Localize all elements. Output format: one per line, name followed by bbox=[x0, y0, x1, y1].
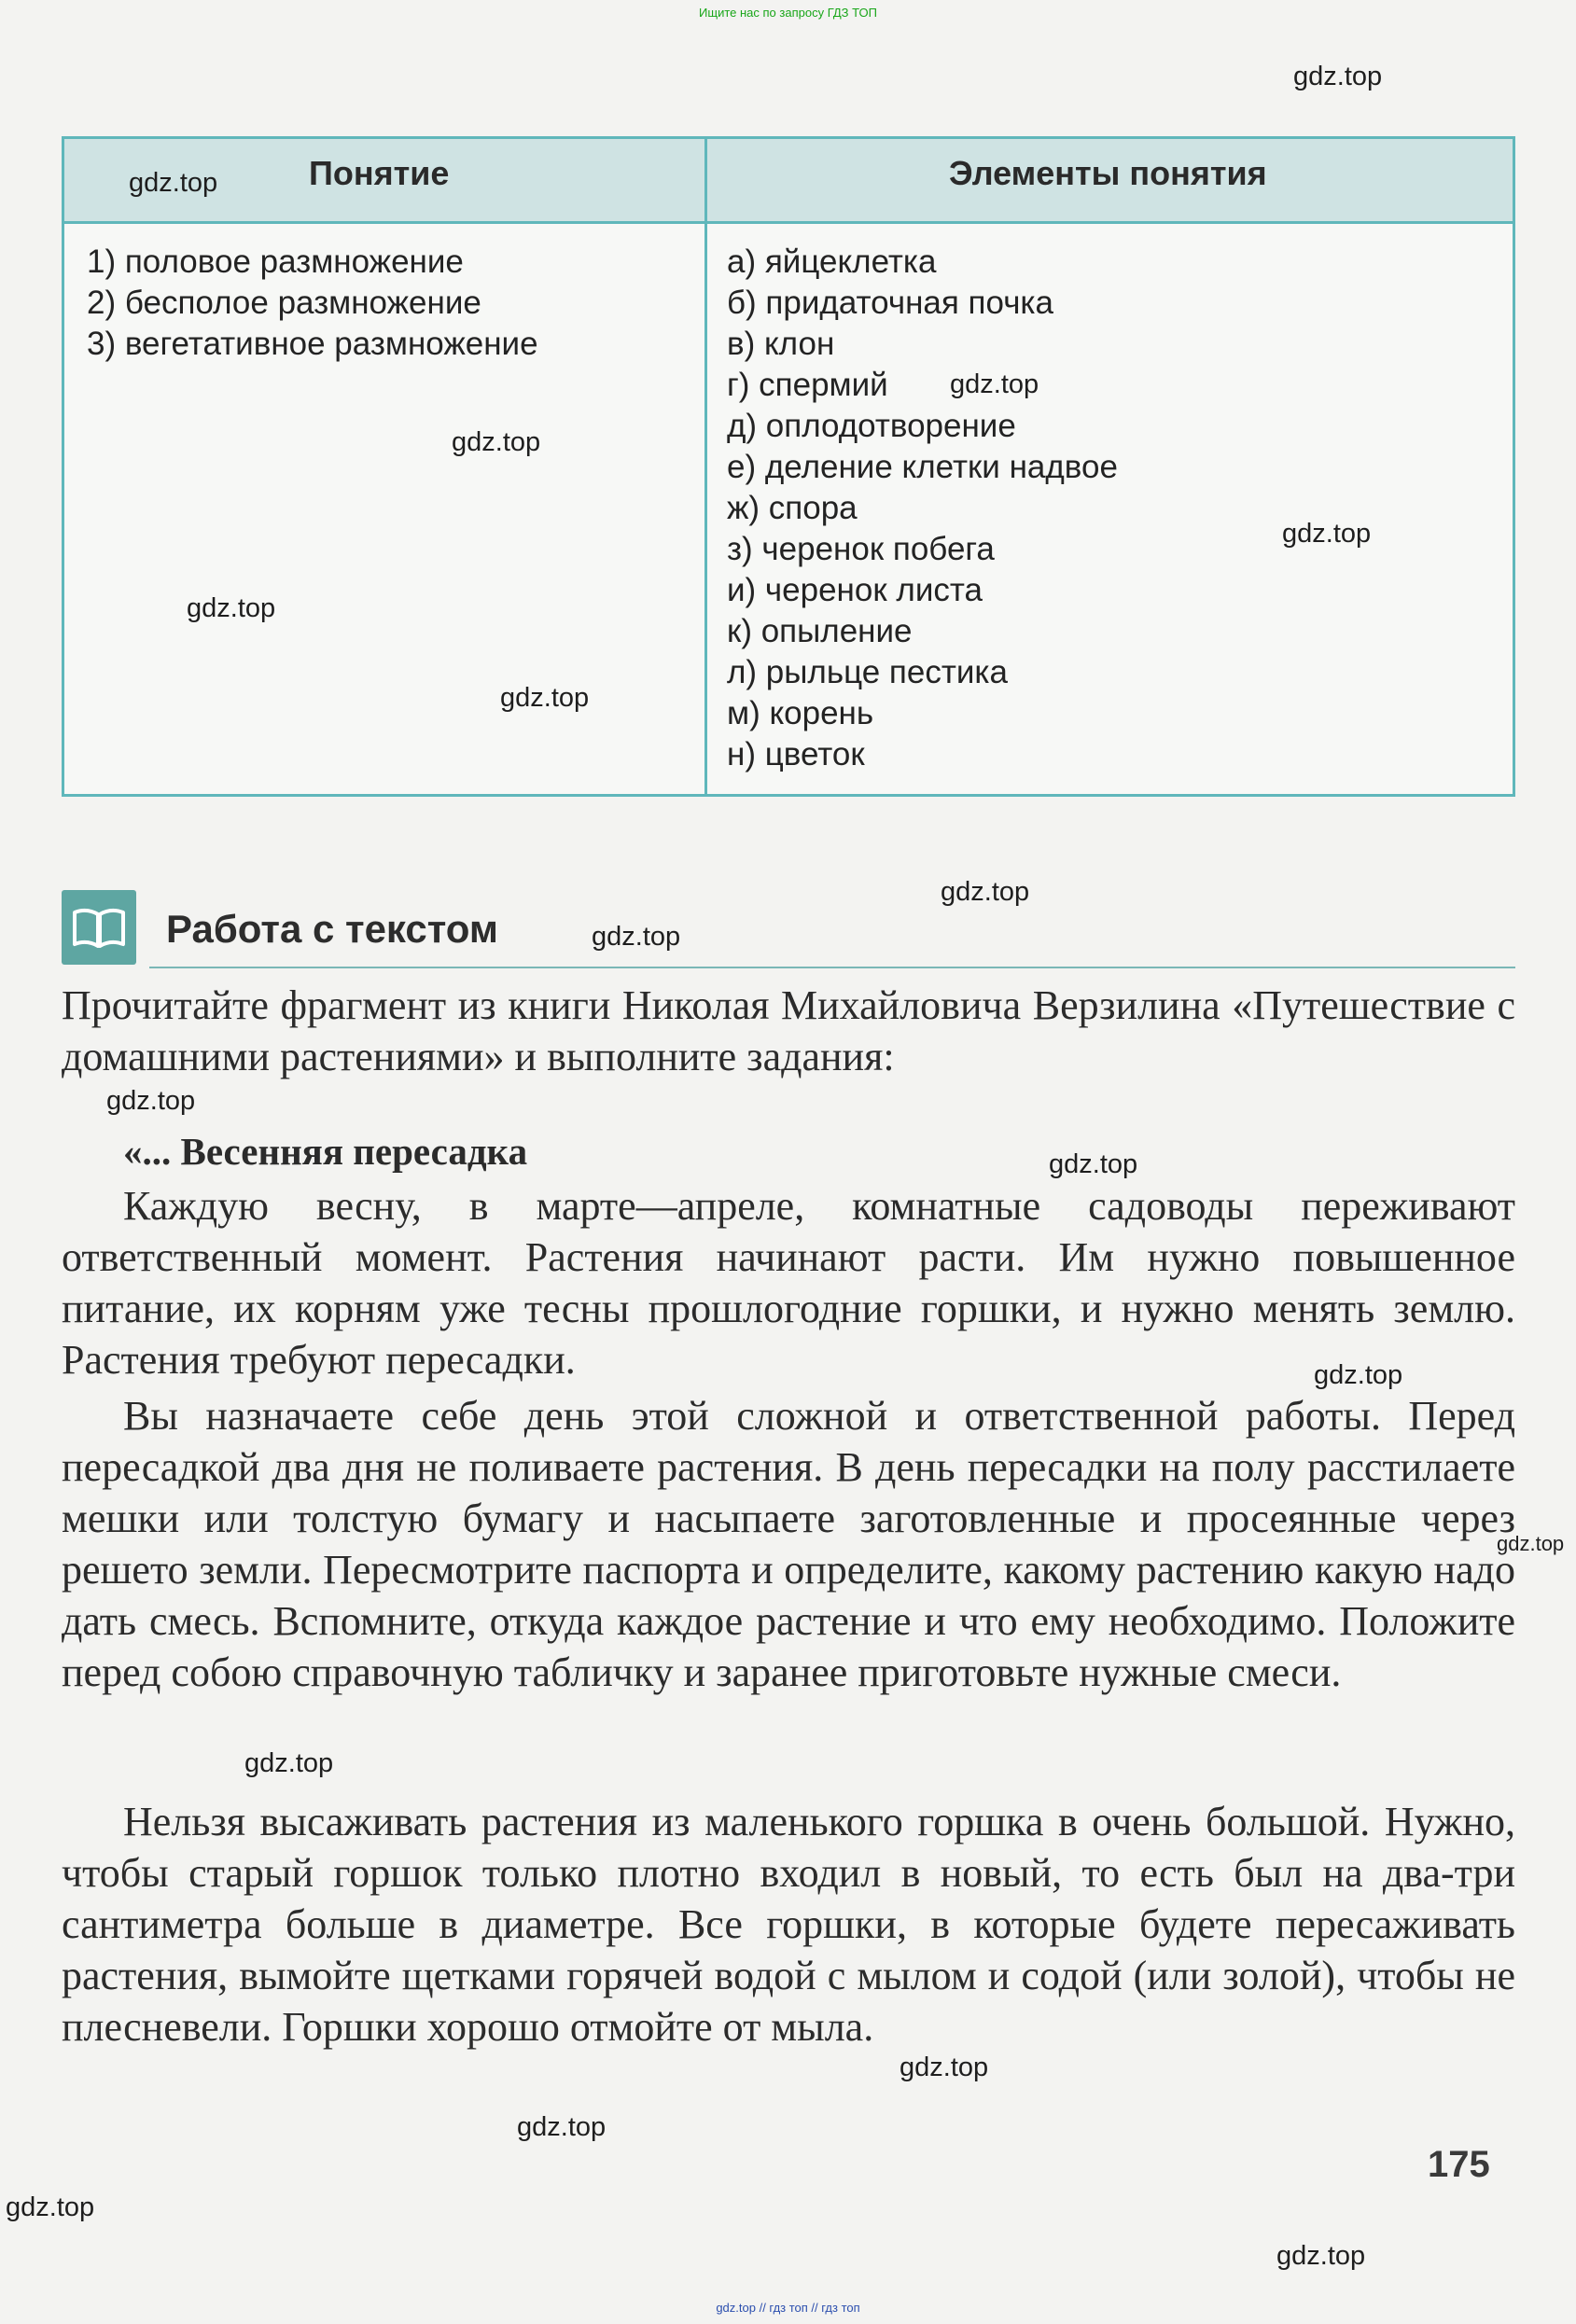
concepts-table bbox=[62, 136, 1515, 797]
header-elements: Элементы понятия bbox=[949, 154, 1267, 192]
watermark: gdz.top bbox=[900, 2053, 989, 2082]
watermark: gdz.top bbox=[950, 369, 1039, 399]
paragraph-1: Каждую весну, в марте—апреле, комнатные садоводы переживают ответственный момент. Растения начинают расти. Им нужно повышенное питание, их корням уже тесны прошлогодние горшки, и нужно менять землю. Растения требуют пересадки. bbox=[62, 1183, 1515, 1383]
element-item: г) спермий bbox=[727, 367, 888, 403]
element-item: б) придаточная почка bbox=[727, 285, 1053, 321]
element-item: м) корень bbox=[727, 695, 874, 731]
table-header bbox=[64, 139, 1513, 224]
element-item: д) оплодотворение bbox=[727, 408, 1016, 444]
concept-item: 2) бесполое размножение bbox=[87, 285, 481, 321]
excerpt-title: «... Весенняя пересадка bbox=[123, 1130, 528, 1173]
bottom-links[interactable]: gdz.top // гдз топ // гдз топ bbox=[716, 2301, 860, 2315]
watermark: gdz.top bbox=[500, 683, 590, 713]
watermark: gdz.top bbox=[1276, 2241, 1366, 2271]
watermark: gdz.top bbox=[6, 2192, 95, 2222]
watermark: gdz.top bbox=[106, 1086, 196, 1116]
watermark: gdz.top bbox=[1049, 1149, 1138, 1179]
watermark: gdz.top bbox=[1293, 62, 1383, 91]
element-item: в) клон bbox=[727, 326, 835, 362]
open-book-icon bbox=[62, 890, 136, 965]
watermark: gdz.top bbox=[452, 427, 541, 457]
watermark: gdz.top bbox=[592, 922, 681, 952]
paragraph-2: Вы назначаете себе день этой сложной и ответственной работы. Перед пересадкой два дня не поливаете растения. В день пересадки на полу расстилаете мешки или толстую бумагу и насыпаете заготовленные и просеянные через решето земли. Пересмотрите паспорта и определите, какому растению какую надо дать смесь. Вспомните, откуда каждое растение и что ему необходимо. Положите перед собою справочную табличку и заранее приготовьте нужные смеси. bbox=[62, 1393, 1515, 1695]
watermark: gdz.top bbox=[244, 1748, 334, 1778]
concept-item: 3) вегетативное размножение bbox=[87, 326, 538, 362]
concepts-list bbox=[87, 242, 538, 365]
top-search-link[interactable]: Ищите нас по запросу ГДЗ ТОП bbox=[699, 6, 877, 20]
element-item: е) деление клетки надвое bbox=[727, 449, 1118, 485]
page-number: 175 bbox=[1428, 2144, 1490, 2185]
elements-list bbox=[727, 242, 1118, 775]
watermark: gdz.top bbox=[1282, 519, 1372, 549]
element-item: з) черенок побега bbox=[727, 531, 995, 567]
element-item: и) черенок листа bbox=[727, 572, 983, 608]
element-item: л) рыльце пестика bbox=[727, 654, 1008, 690]
concept-item: 1) половое размножение bbox=[87, 244, 464, 280]
element-item: ж) спора bbox=[727, 490, 858, 526]
instructions-text: Прочитайте фрагмент из книги Николая Михайловича Верзилина «Путешествие с домашними растениями» и выполните задания: bbox=[62, 982, 1515, 1079]
watermark: gdz.top bbox=[1497, 1532, 1565, 1555]
element-item: к) опыление bbox=[727, 613, 913, 649]
paragraph-3: Нельзя высаживать растения из маленького горшка в очень большой. Нужно, чтобы старый горшок только плотно входил в новый, то есть был на два-три сантиметра больше в диаметре. Все горшки, в которые будете пересаживать растения, вымойте щетками горячей водой с мылом и содой (или золой), чтобы не плесневели. Горшки хорошо отмойте от мыла. bbox=[62, 1799, 1515, 2050]
section-title: Работа с текстом bbox=[166, 907, 498, 951]
watermark: gdz.top bbox=[941, 877, 1030, 907]
header-concept: Понятие bbox=[309, 154, 450, 192]
section-divider bbox=[149, 967, 1515, 968]
element-item: а) яйцеклетка bbox=[727, 244, 937, 280]
watermark: gdz.top bbox=[1314, 1360, 1403, 1390]
watermark: gdz.top bbox=[517, 2112, 607, 2142]
table-column-divider bbox=[704, 139, 707, 794]
watermark: gdz.top bbox=[129, 168, 218, 198]
element-item: н) цветок bbox=[727, 736, 865, 772]
watermark: gdz.top bbox=[187, 593, 276, 623]
